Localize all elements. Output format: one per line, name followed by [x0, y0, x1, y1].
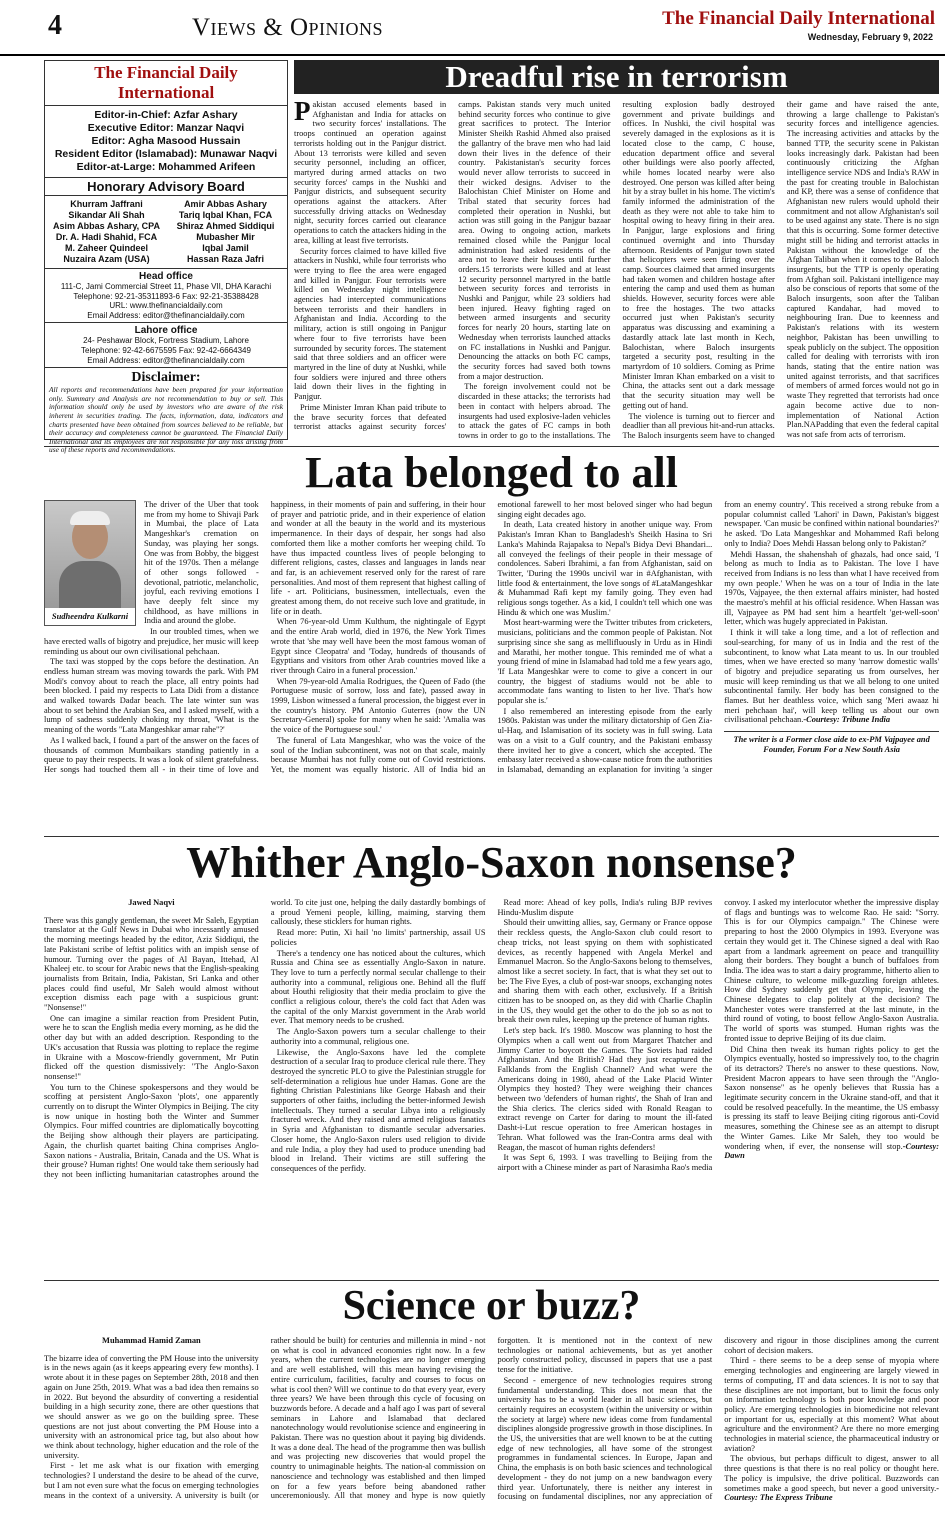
advisory-board-heading: Honorary Advisory Board	[45, 178, 287, 196]
staff-line: Editor: Agha Masood Hussain	[91, 135, 241, 147]
address-line: Telephone: 92-21-35311893-6 Fax: 92-21-35388428	[73, 291, 259, 301]
advisory-board-list	[45, 196, 287, 269]
advisor-name: Khurram Jaffrani	[70, 199, 143, 209]
staff-line: Editor-at-Large: Mohammed Arifeen	[76, 161, 256, 173]
article-paragraph: As I walked back, I found a part of the answer on the faces of thousands of common Mumbaikars standing patiently in a queue to pay their respects. It was a look of silent gratefulness. Her songs had touched them all - in their time of love and happiness, in their moments of pain and suffering, in their hour of prayer and patriotic pride, and in their experience of elation and wonder at all the beauty in the world and its mysterious impermanence. In their days of despair, her songs had also comforted them like a mother comforts her weeping child. To have thus impacted countless lives of people belonging to different religions, castes, classes and languages in lands near and far, is an achievement reserved only for the rarest of rare personalities. And most of them represent that highest calling of life - art. Politicians, businessmen, intellectuals, even the greatest among them, do not receive such love and gratitude, in life or in death.	[44, 500, 486, 774]
article-paragraph: Mehdi Hassan, the shahenshah of ghazals, had once said, 'I belong as much to India as to Pakistan. The love I have received from Indians is no less than what I have received from my own people.' When he was on a tour of India in the late 1970s, Vajpayee, the then external affairs minister, had hosted the maestro's mehfil at his official residence. When Hassan was ill, Vajpayee as PM had sent him a heartfelt 'get-well-soon' letter, which was hugely appreciated in Pakistan.	[724, 549, 939, 627]
drop-cap: P	[294, 100, 311, 126]
address-line: Email Address: editor@thefinancialdaily.com	[87, 310, 245, 320]
staff-line: Executive Editor: Manzar Naqvi	[87, 122, 245, 134]
article-paragraph: Let's step back. It's 1980. Moscow was planning to host the Olympics when a call went out from Margaret Thatcher and Jimmy Carter to boycott the Games. The Soviets had raided Afghanistan. And the British? Had they just recaptured the Falklands from the English Channel? And what were the Americans doing in 1980, ahead of the Lake Placid Winter Olympics they hosted? They were weighing their chances between two 'defenders of human rights', the Shah of Iran and the Shia clerics. The clerics sided with Ronald Reagan to extract revenge on Carter for daring to mount the ill-fated Dasht-i-Lut rescue operation to free American hostages in Tehran. What followed was the Iran-Contra arms deal with Reagan, the mascot of human rights defenders!	[497, 1026, 713, 1152]
advisor-name: Shiraz Ahmed Siddiqui	[176, 221, 275, 231]
article-paragraph	[294, 100, 446, 246]
article-paragraph: Should their unwitting allies, say, Germany or France oppose their reckless quests, the Anglo-Saxon club could resort to cheap tricks, not least spying on them with sophisticated devices, as recently happened with Angela Merkel and Emmanuel Macron. So the Anglo-Saxons belong to themselves, almost like a secret society. In fact, that is what they set out to be: The Five Eyes, a club of post-war snoops, exchanging notes and sharing them with each other, exclusively. If a British citizen has to be snooped on, as they did with Charlie Chaplin in the US, they would get the other to do the job so as not to break their own rules, keeping up the pretence of human rights.	[497, 918, 713, 1025]
advisor-name: Dr. A. Hadi Shahid, FCA	[55, 232, 158, 242]
courtesy-credit: -Courtesy: The Express Tribune	[724, 1483, 939, 1503]
lahore-office-address	[45, 336, 287, 368]
advisor-name: Tariq Iqbal Khan, FCA	[178, 210, 273, 220]
address-line: 24- Peshawar Block, Fortress Stadium, Lahore	[83, 336, 249, 346]
article-paragraph: When 76-year-old Umm Kulthum, the nightingale of Egypt and the entire Arab world, died in 1976, the New York Times wrote that 'she may well have been the most famous woman of Egypt since Cleopatra' and 'Today, hundreds of thousands of Egyptians and visitors from other Arab countries moved like a river through Cairo in a funeral procession.'	[270, 617, 486, 675]
staff-line: Resident Editor (Islamabad): Munawar Naqvi	[54, 148, 278, 160]
advisor-name: Nuzaira Azam (USA)	[63, 254, 150, 264]
article-paragraph: It was Sept 6, 1993. I was travelling to Beijing from the airport with a Chinese minder as part of Narasimha Rao's media convoy. I asked my interlocutor whether the impressive display of flags and buntings was to welcome Rao. He said: "Sorry. This is for our Olympics campaign." The Chinese were preparing to host the 2000 Olympics in 1993. Everyone was certain they would get it. The Chinese signed a deal with Rao apart from a landmark agreement on peace and tranquillity along their borders. They bought a bunch of buffaloes from India. The idea was to start a dairy programme, hitherto alien to Chinese culture, to welcome milk-guzzling foreign athletes. How did Sydney suddenly get that Olympic, leaving the Chinese delegates to clap politely at the decision? The Manchester votes were transferred at the last minute, in the third round of voting, to boost fellow Anglo-Saxon Australia. The world of sports was stumped. Human rights was the fronted issue to deprive Beijing of its due claim.	[497, 898, 939, 1172]
paragraph-text: akistan accused elements based in Afghanistan and India for attacks on two security forces' installations. The troops continued an operation against terrorists holding out in the Panjgur district. About 13 terrorists were killed and seven security personnel, including an officer, martyred during armed attacks on two security forces' camps in the Nushki and Panjgur districts, and subsequent security operations against the attackers. After successfully driving attacks on Wednesday night, security forces carried out clearance operations to catch the attackers hiding in the area, killing at least five terrorists.	[294, 100, 447, 245]
masthead-date: Wednesday, February 9, 2022	[807, 32, 933, 42]
article-paragraph: The bizarre idea of converting the PM House into the university is in the news again (as it keeps appearing every few months). I wrote about it in these pages on September 28th, 2018 and then again on June 25th, 2019. What was a bad idea then remains so in 2022. But beyond the absurdity of converting a residential building in a high security zone, there are other questions that we should answer as we go on the building spree. These questions are not just about converting the PM House into a university with an astronomical price tag, but also about how we think about technology, higher education and the role of the university.	[44, 1353, 259, 1460]
section-divider	[44, 446, 939, 447]
masthead-name: The Financial Daily International	[662, 8, 935, 29]
address-line: 111-C, Jami Commercial Street 11, Phase VII, DHA Karachi	[60, 282, 272, 291]
article-paragraph: Prime Minister Imran Khan paid tribute to the brave security forces that defeated terrorist attacks against security forces' camps. Pakistan stands very much united behind security forces who continue to give great sacrifices to protect. The Interior Minister Sheikh Rashid Ahmed also praised the gallantry of the brave men who had laid down their lives in the defence of their country. Pakistanistan's security forces would never allow terrorists to succeed in their wicked designs. Adviser to the Balochistan Chief Minister on Home and Tribal stated that security forces had completed their operation in Nushki, but action was still going in the Panjgur bazaar area. Owing to ongoing action, markets remained closed while the Panjgur local administration had asked residents of the area not to leave their houses until further orders.15 terrorists were killed and at least 12 security personnel martyred in the battle between security forces and terrorists in Nushki and Panjgur, while 23 soldiers had been injured. Heavy fighting raged on between armed insurgents and security forces for nearly 20 hours, starting late on Wednesday when terrorists launched attacks on FC installations in Nushki and Panjgur. Denouncing the attacks on both FC camps, the security forces had saved both towns from a major destruction.	[294, 100, 611, 432]
byline: Muhammad Hamid Zaman	[102, 1336, 201, 1345]
lata-headline: Lata belonged to all	[305, 448, 678, 497]
author-photo	[44, 500, 136, 626]
science-headline: Science or buzz?	[342, 1283, 641, 1329]
head-office-address	[45, 282, 287, 323]
staff-list	[45, 106, 287, 178]
article-paragraph: In our troubled times, when we have erected walls of bigotry and prejudice, her music will keep reminding us about our own civilisational pehchaan.	[44, 627, 259, 656]
address-line: URL: www.thefinancialdaily.com	[109, 301, 223, 311]
article-paragraph: The foreign involvement could not be discarded in these attacks; the terrorists had been in contact with helpers abroad. The insurgents had used explosive-laden vehicles to attack the gates of FC camps in both towns in order to go to the installations. The resulting explosion badly destroyed government and private buildings and offices. In Nushki, the civil hospital was severely damaged in the explosions as it is located close to the camp, C house, education department office and several other buildings were also poorly affected, while homes located nearby were also destroyed. One person was killed after being hit by a stray bullet in his home. The victim's family informed the administration of the death as they were not able to take him to hospital owing to heavy firing in their area. In Panjgur, large explosions and firing continued overnight and into Thursday afternoon. Residents of Panjgur town stated that helicopters were seen firing over the camp. Sources claimed that armed insurgents had taken women and children hostage after entering the camp and used them as human shields. However, security forces were able to free the hostages. The two attacks occurred just when Pakistan's security apparatus was discussing and examining a dastardly attack late last month in Kech, Balochistan, where Baloch insurgents targeted a security post, resulting in the martyrdom of 10 soldiers. Coming as Prime Minister Imran Khan embarked on a visit to China, the attacks sent out a dark message that the security situation may well be getting out of hand.	[458, 100, 775, 440]
advisor-name: Asim Abbas Ashary, CPA	[52, 221, 161, 231]
science-body	[44, 1336, 939, 1522]
article-paragraph: The driver of the Uber that took me from my home to Shivaji Park in Mumbai, the place of Lata Mangeshkar's cremation on Sunday, was playing her songs. One was from Bobby, the biggest hit of the 1970s. Then a mélange of other songs followed - devotional, patriotic, melancholic, joyful, each reviving emotions I have deeply felt since my childhood, as have millions in India and around the globe.	[144, 500, 259, 626]
disclaimer-heading: Disclaimer:	[131, 370, 201, 386]
article-paragraph	[724, 1045, 939, 1161]
section-divider	[44, 1280, 939, 1281]
article-paragraph: First - let me ask what is our fixation with emerging technologies? I understand the desire to be ahead of the curve, but I am not even sure what the focus on emerging technologies means in the context of a university. A university is built (or rather should be built) for centuries and millennia in mind - not on what is cool in advanced economies right now. In a few years, when the current technologies are no longer emerging and are well established, will this mean having revising the entire curriculum, facilities, faculty and courses to focus on what is cool then? Will we continue to do that every year, every three years? We have been through this cycle of focusing on buzzwords before. A decade and a half ago I was part of several seminars in Lahore and Islamabad that declared nanotechnology would revolutionise science and engineering in Pakistan. There was no question about it paying big dividends. It was a done deal. The head of the programme then was bullish and was projecting new discoveries that would propel the country to unimaginable heights. The nation-al commission on nanoscience and technology was established and then limped on for a few years before being abandoned rather unceremoniously. All that money and hype is now quietly forgotten. It is mentioned not in the context of new technologies or national achievements, but as yet another poorly constructed policy, discussed in papers that use a past tense for the initiative.	[44, 1336, 713, 1501]
sidebar-title: The Financial Daily International	[45, 61, 287, 106]
courtesy-credit: -Courtesy: Tribune India	[803, 715, 891, 725]
section-divider	[44, 836, 939, 837]
article-paragraph: Likewise, the Anglo-Saxons have led the complete destruction of a secular Iraq to produce clerical rule there. They destroyed the syncretic PLO to give the Palestinian struggle for self-determination a religious hue under Hamas. Gone are the fighting Christian Palestinians like George Habash and their supporters of other faiths, including the better-informed Jewish intellectuals. They turned a secular Libya into a religiously fractured wreck. And they raised and armed religious fanatics in Syria and Afghanistan to dismantle secular adversaries. Closer home, the Anglo-Saxon rulers used religion to divide and rule India, a ploy they had used to produce unending bad blood in Ireland. Their victims are still suffering the consequences of the perfidy.	[270, 1047, 486, 1173]
advisors-left-column	[47, 199, 166, 265]
anglo-body	[44, 898, 939, 1274]
article-paragraph: Most heart-warming were the Twitter tributes from cricketers, musicians, politicians and the common people of Pakistan. Not surprising since she sang as mellifluously in Urdu as in Hindi and Marathi, her mother tongue. This reminded me of what a young friend of mine in Islamabad had told me a few years ago, 'If Lata Mangeshkar were to come to give a concert in our country, the biggest of stadiums would not be able to accommodate fans wanting to listen to her live. That's how popular she is.'	[497, 618, 713, 706]
staff-line: Editor-in-Chief: Azfar Ashary	[94, 109, 238, 121]
staff-sidebar	[44, 60, 288, 455]
lata-body	[44, 500, 939, 840]
advisor-name: M. Zaheer Quindeel	[64, 243, 149, 253]
article-paragraph: The Anglo-Saxon powers turn a secular challenge to their authority into a communal, religious one.	[270, 1027, 486, 1046]
photo-caption: Sudheendra Kulkarni	[45, 608, 135, 625]
article-paragraph: I also remembered an interesting episode from the early 1980s. Pakistan was under the military dictatorship of Gen Zia-ul-Haq, and Islamisation of its society was in full swing. Lata was on a visit to a Gulf country, and the Pakistani embassy there invited her to give a concert, which she accepted. The embassy later received a show-cause notice from the authorities in Islamabad, demanding an explanation for inviting 'a singer from an enemy country'. This received a strong rebuke from a popular columnist called 'Lahori' in Dawn, Pakistan's biggest newspaper. 'Can music be confined within national boundaries?' he asked. 'Do Lata Mangeshkar and Mohammed Rafi belong only to India? Does Mehdi Hassan belong only to Pakistan?'	[497, 500, 939, 774]
advisor-name: Iqbal Jamil	[202, 243, 249, 253]
article-paragraph: Second - emergence of new technologies requires strong fundamental understanding. This does not mean that the university has to be a world leader in all basic sciences, but certainly requires an ecosystem (within the university or within the society at large) where new ideas come from fundamental disciplines alongside progressive growth in those disciplines. In the US, the universities that are well known to be at the cutting edge of new technologies, all have some of the strongest programmes in fundamental sciences. In Europe, Japan and China, the emphasis is on both basic sciences and technological development - they do not jump on a new bandwagon every third year. Unfortunately, there is neither any interest in focusing on fundamental disciplines, nor any appreciation of discovery and rigour in those disciplines among the current cohort of decision makers.	[497, 1336, 939, 1502]
byline: Jawed Naqvi	[128, 898, 175, 907]
disclaimer-text: All reports and recommendations have been prepared for your information only. Summary and Analysis are not recommendation to buy or sell. This information should only be used by investors who are aware of the risk inherent in securities trading. The facts, information, data, indicators and charts presented have been obtained from sources believed to be reliable, but their accuracy and completeness cannot be guaranteed. The Financial Daily International and its employees are not responsible for any loss arising from use of these reports and recommendations.	[49, 385, 283, 455]
address-line: Telephone: 92-42-6675595 Fax: 92-42-6664349	[81, 345, 251, 355]
anglo-headline: Whither Anglo-Saxon nonsense?	[186, 838, 797, 887]
section-title: Views & Opinions	[192, 14, 384, 41]
article-paragraph	[724, 628, 939, 725]
author-tagline: The writer is a Former close aide to ex-PM Vajpayee and Founder, Forum For a New South Asia	[724, 731, 939, 754]
author-portrait	[45, 501, 135, 609]
advisor-name: Hassan Raza Jafri	[186, 254, 265, 264]
article-paragraph: Read more: Putin, Xi hail 'no limits' partnership, assail US policies	[270, 928, 486, 947]
article-paragraph: Read more: Ahead of key polls, India's ruling BJP revives Hindu-Muslim dispute	[497, 898, 713, 917]
paragraph-text: Did China then tweak its human rights policy to get the Olympics eventually, hosted so impressively too, to the chagrin of its detractors? There's no answer to these questions. Now, President Macron appears to have seen through the "Anglo-Saxon nonsense" as he openly believes that Russia has a legitimate security concern in the Ukraine stand-off, and that it could be resolved peacefully. In the meantime, the US embassy is pressing its staff to leave Beijing citing rigorous anti-Covid measures, something the Chinese see as an attempt to disrupt the Winter Games. Like Mr Saleh, they too would be wondering when, if ever, the nonsense will stop.	[724, 1044, 939, 1151]
editorial-body	[294, 100, 939, 446]
advisor-name: Sikandar Ali Shah	[68, 210, 145, 220]
article-paragraph: There was this gangly gentleman, the sweet Mr Saleh, Egyptian translator at the Gulf News in Dubai who incessantly amused the morning meetings headed by the editor, Aziz Siddiqui, the late Pakistani scribe of leftist politics with an impish sense of humour. Turning over the pages of Al Bayan, Ittehad, Al Khaleej etc. to scour for Arabic news that the English-speaking journalists from Britain, India, Pakistan, Sri Lanka and other places could find useful, Mr Saleh would almost without exception dismiss each page with a suspicious grunt: "Nonsense!"	[44, 915, 259, 1013]
head-office-heading: Head office	[139, 271, 193, 282]
article-paragraph: Security forces claimed to have killed five attackers in Nushki, while four terrorists who were trying to flee the area were engaged and killed in Panjgur. Four terrorists were killed on Wednesday night intelligence agencies had intercepted communications between terrorists and their handlers in Afghanistan and India. According to the military, action is still ongoing in Panjgur where four to five terrorists have been surrounded by security forces. The statement said that three soldiers and an officer were martyred in the line of duty at Nushki, while four soldiers were injured and three others laid down their lives in the fighting in Panjgur.	[294, 246, 447, 402]
article-paragraph: Third - there seems to be a deep sense of myopia where emerging technologies and engineering are largely viewed in terms of computing, IT and data sciences. It is not to say that these disciplines are not important, but to limit the focus only on information technology is both poor knowledge and poor policy. Are emerging technologies in biomedicine not relevant or important for us, especially at this moment? What about agriculture and the environment? Are there no more emerging technologies in material science, the pharmaceutical industry or aviation?	[724, 1356, 939, 1453]
article-paragraph: One can imagine a similar reaction from President Putin, were he to scan the English media every morning, as he did the other day but with an added description. Responding to the UK's accusation that Russia was plotting to replace the regime in Ukraine with a Moscow-friendly government, Mr Putin flicked off the question dismissively: "The Anglo-Saxon nonsense!"	[44, 1013, 259, 1081]
article-paragraph	[724, 1454, 939, 1503]
page-number: 4	[48, 10, 62, 41]
article-paragraph: When 79-year-old Amalia Rodrigues, the Queen of Fado (the Portuguese music of sorrow, loss and fate), passed away in 1999, Lisbon witnessed a funeral procession, the biggest ever in the country's history. PM Antonio Guterres (now the UN Secretary-General) spoke for many when he said: 'Amalia was the voice of the Portuguese soul.'	[270, 676, 486, 735]
paragraph-text: I think it will take a long time, and a lot of reflection and soul-searching, for many of us in India and the rest of the subcontinent, to know what Lata meant to us. In our troubled times, when we have erected so many 'narrow domestic walls' of bigotry and prejudice separating us from ourselves, her music will keep reminding us that we all belong to one united subcontinental family. Her body has been consigned to the flames. But her deathless voice, which sang 'Meri awaaz hi meri pehchaan hai', will keep telling us about our own civilisational pehchaan.	[724, 628, 939, 725]
article-paragraph: The funeral of Lata Mangeshkar, who was the voice of the soul of the Indian subcontinent, was not on that scale, mainly because Mumbai has not fully come out of Covid restrictions. Yet, the moment was equally historic. All of India bid an emotional farewell to her most beloved singer who had begun singing eight decades ago.	[270, 500, 713, 774]
address-line: Email Address: editor@thefinancialdaily.com	[87, 355, 245, 365]
advisor-name: Amir Abbas Ashary	[184, 199, 267, 209]
page-header	[0, 0, 945, 56]
advisor-name: Mubasher Mir	[196, 232, 255, 242]
article-paragraph: The violence is turning out to fiercer and deadlier than all previous hit-and-run attacks. The Baloch insurgents seem have to changed their game and have raised the ante, throwing a large challenge to Pakistan's security forces and intelligence agencies. The increasing activities and attacks by the banned TTP, the security scene in Pakistan looks increasingly dark. Pakistan had been continuously criticizing the Afghan intelligence service NDS and India's RAW in the past for creating trouble in Balochistan and KP, there was a sense of confidence that Afghanistan new rulers would uphold their commitment and not allow Afghanistan's soil to be used against any state. There is no sign that this is occurring. Some former detective might still be hiding and terrorist attacks in Pakistan without the knowledge of the Afghan Taliban when it comes to the Baloch insurgents, but the TTP is openly operating from Afghan soil. Pakistani intelligence may also be conscious of reports that some of the Baloch insurgents, soon after the Taliban captured Kandahar, had moved to neighbouring Iran. Due to keenness and Pakistan's relations with its western neighbor, Pakistan has been unwilling to speak publicly on the subject. The opposition called for dealing with terrorists with iron hands, stating that the entire nation was united against terrorists, and that sacrifices of members of armed forces would not go in waste They regretted that terrorists had once again become active due to non-implementation of National Action Plan.NAPadding that even the federal capital was not safe from acts of terrorism.	[622, 100, 939, 440]
article-paragraph: The taxi was stopped by the cops before the destination. An endless human stream was moving towards the park. With PM Modi's convoy about to reach the place, all entry points had been blocked. I paid my respects to Lata Didi from a distance and walked towards Dadar beach. The late winter sun was about to set behind the Arabian Sea, and I asked myself, with a lump of sadness suddenly choking my throat, 'What is the meaning of the words "Lata Mangeshkar amar rahe"?'	[44, 657, 259, 735]
article-paragraph: In death, Lata created history in another unique way. From Pakistan's Imran Khan to Bangladesh's Sheikh Hasina to Sri Lanka's Mahinda Rajapaksa to Nepal's Bidya Devi Bhandari... all conveyed the feelings of their people in their message of condolences. Saberi Ibrahimi, a fan from Afghanistan, said on Twitter, 'During the 1990s uncivil war in #Afghanistan, with little food & entertainment, the love songs of #LataMangeshkar & Muhammad Rafi kept my family going. They even had religious songs together. As a kid, I couldn't tell which one was Hindu & which one was Muslim.'	[497, 520, 713, 617]
article-paragraph: There's a tendency one has noticed about the cultures, which Russia and China see as essentially Anglo-Saxon in nature. They love to turn a perfectly normal secular challenge to their authority into a communal, religious one. Behind all the fluff about Houthi religiosity that their media proclaim to give the conflict a religious colour, there's the cold fact that Aden was the capital of the only Marxist government in the Arab world ever. That memory needs to be crushed.	[270, 948, 486, 1026]
editorial-headline: Dreadful rise in terrorism	[294, 60, 939, 94]
advisors-right-column	[166, 199, 285, 265]
lahore-office-heading: Lahore office	[134, 325, 198, 337]
paragraph-text: The obvious, but perhaps difficult to digest, answer to all three questions is that there is no real policy or thought here. The policy is impulsive, the drive political. Buzzwords can sometimes make a good speech, but never a good university.	[724, 1454, 939, 1493]
courtesy-credit: -Courtesy: Dawn	[724, 1141, 939, 1161]
article-paragraph: You turn to the Chinese spokespersons and they would be scoffing at persistent Anglo-Saxon 'plots', one apparently currently on to disrupt the Winter Olympics in Beijing. The city is now unique in hosting both the Winter and Summer Olympics. Four miffed countries are diplomatically boycotting the Beijing show although their players are participating. Again, the churlish quartet baiting China comprises Anglo-Saxon nations - Australia, Britain, Canada and the US. What is their grouse? Human rights! One would take them seriously had they not been inflicting humanitarian catastrophes around the world. To cite just one, helping the daily dastardly bombings of a proud Yemeni people, killing, maiming, starving them callously, these sticklers for human rights.	[44, 898, 486, 1179]
